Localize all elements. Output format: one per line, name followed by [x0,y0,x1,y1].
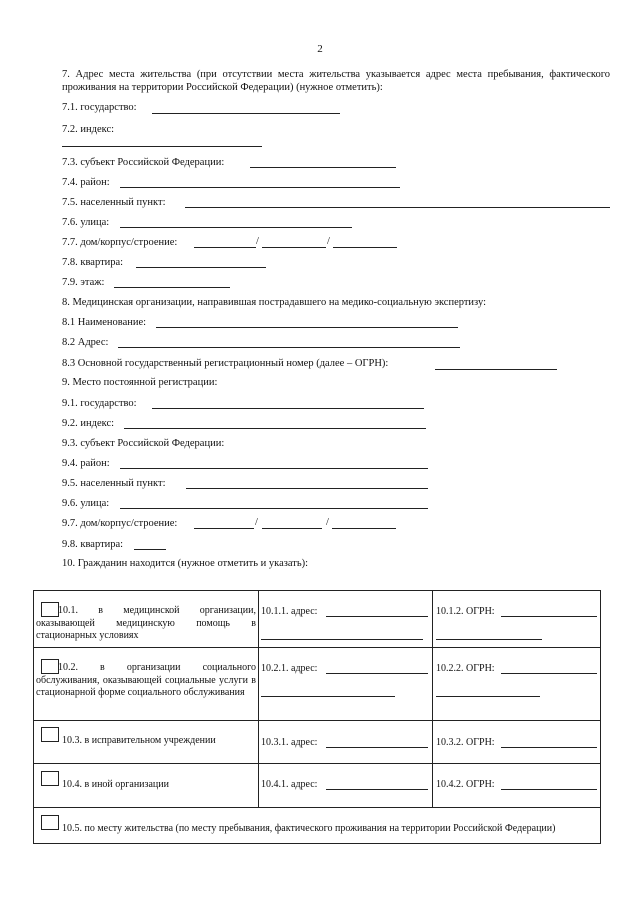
row-divider [34,720,600,721]
field-10-2-1-address-line2[interactable] [261,696,395,697]
row-10-4-text: 10.4. в иной организации [62,779,169,790]
row-10-2-text: 10.2. в организации социального обслуживания, оказывающей социальные услуги в стационарной форме социального обслуживания [36,662,256,698]
label-7-2-index: 7.2. индекс: [62,124,115,135]
field-9-7-structure[interactable] [332,528,396,529]
column-divider [258,591,259,807]
label-7-1-country: 7.1. государство: [62,102,137,113]
field-9-7-corpus[interactable] [262,528,322,529]
field-10-4-2-ogrn[interactable] [501,789,597,790]
label-9-4-district: 9.4. район: [62,458,110,469]
row-divider [34,763,600,764]
page-number: 2 [317,43,323,55]
separator: / [326,517,329,528]
row-10-1-text: 10.1. в медицинской организации, оказывающей медицинскую помощь в стационарных условиях [36,605,256,641]
field-7-4-district[interactable] [120,187,400,188]
field-10-2-2-ogrn-line2[interactable] [436,696,540,697]
field-10-1-2-ogrn-line2[interactable] [436,639,542,640]
separator: / [255,517,258,528]
label-10-3-1-address: 10.3.1. адрес: [261,737,318,748]
label-10-1-1-address: 10.1.1. адрес: [261,606,318,617]
checkbox-10-3[interactable] [41,727,59,742]
label-7-4-district: 7.4. район: [62,177,110,188]
field-9-4-district[interactable] [120,468,428,469]
label-9-3-subject: 9.3. субъект Российской Федерации: [62,438,225,449]
section-9-heading: 9. Место постоянной регистрации: [62,377,218,388]
separator: / [256,236,259,247]
label-7-9-floor: 7.9. этаж: [62,277,105,288]
field-10-3-1-address[interactable] [326,747,428,748]
row-divider [34,807,600,808]
label-10-4-2-ogrn: 10.4.2. ОГРН: [436,779,495,790]
label-9-1-country: 9.1. государство: [62,398,137,409]
label-7-3-subject: 7.3. субъект Российской Федерации: [62,157,225,168]
field-8-3-ogrn[interactable] [435,369,557,370]
label-8-3-ogrn: 8.3 Основной государственный регистрационный номер (далее – ОГРН): [62,358,389,369]
label-7-6-street: 7.6. улица: [62,217,110,228]
field-9-6-street[interactable] [120,508,428,509]
column-divider [432,591,433,807]
row-10-3-text: 10.3. в исправительном учреждении [62,735,216,746]
field-9-1-country[interactable] [152,408,424,409]
field-7-8-apartment[interactable] [136,267,266,268]
field-10-1-2-ogrn[interactable] [501,616,597,617]
row-10-5-text: 10.5. по месту жительства (по месту пребывания, фактического проживания на территории Российской Федерации) [62,823,556,834]
label-9-7-building: 9.7. дом/корпус/строение: [62,518,178,529]
row-10-1-description [36,605,256,643]
row-divider [34,647,600,648]
field-7-7-house[interactable] [194,247,256,248]
label-10-2-1-address: 10.2.1. адрес: [261,663,318,674]
checkbox-10-4[interactable] [41,771,59,786]
field-10-2-1-address[interactable] [326,673,428,674]
section-10-heading: 10. Гражданин находится (нужное отметить и указать): [62,558,309,569]
field-10-1-1-address[interactable] [326,616,428,617]
label-10-4-1-address: 10.4.1. адрес: [261,779,318,790]
label-8-2-address: 8.2 Адрес: [62,337,109,348]
separator: / [327,236,330,247]
field-7-6-street[interactable] [120,227,352,228]
section-7-heading: 7. Адрес места жительства (при отсутствии места жительства указывается адрес места пребывания, фактического проживания на территории Российской Федерации) (нужное отметить): [62,69,610,93]
field-8-1-name[interactable] [156,327,458,328]
label-9-5-settlement: 9.5. населенный пункт: [62,478,166,489]
field-7-5-settlement[interactable] [185,207,610,208]
field-7-7-corpus[interactable] [262,247,326,248]
location-table [33,590,601,844]
field-7-2-index[interactable] [62,146,262,147]
label-8-1-name: 8.1 Наименование: [62,317,147,328]
field-9-2-index[interactable] [124,428,426,429]
section-8-heading: 8. Медицинская организации, направившая пострадавшего на медико-социальную экспертизу: [62,297,487,308]
label-9-2-index: 9.2. индекс: [62,418,115,429]
label-9-8-apartment: 9.8. квартира: [62,539,124,550]
field-7-9-floor[interactable] [114,287,230,288]
label-9-6-street: 9.6. улица: [62,498,110,509]
label-7-8-apartment: 7.8. квартира: [62,257,124,268]
field-7-3-subject[interactable] [250,167,396,168]
field-7-1-country[interactable] [152,113,340,114]
field-9-8-apartment[interactable] [134,549,166,550]
field-10-4-1-address[interactable] [326,789,428,790]
label-10-1-2-ogrn: 10.1.2. ОГРН: [436,606,495,617]
label-7-7-building: 7.7. дом/корпус/строение: [62,237,178,248]
field-10-1-1-address-line2[interactable] [261,639,423,640]
field-7-7-structure[interactable] [333,247,397,248]
field-9-5-settlement[interactable] [186,488,428,489]
label-7-5-settlement: 7.5. населенный пункт: [62,197,166,208]
field-8-2-address[interactable] [118,347,460,348]
field-10-2-2-ogrn[interactable] [501,673,597,674]
row-10-2-description [36,662,256,700]
checkbox-10-5[interactable] [41,815,59,830]
label-10-3-2-ogrn: 10.3.2. ОГРН: [436,737,495,748]
field-9-7-house[interactable] [194,528,254,529]
label-10-2-2-ogrn: 10.2.2. ОГРН: [436,663,495,674]
field-10-3-2-ogrn[interactable] [501,747,597,748]
